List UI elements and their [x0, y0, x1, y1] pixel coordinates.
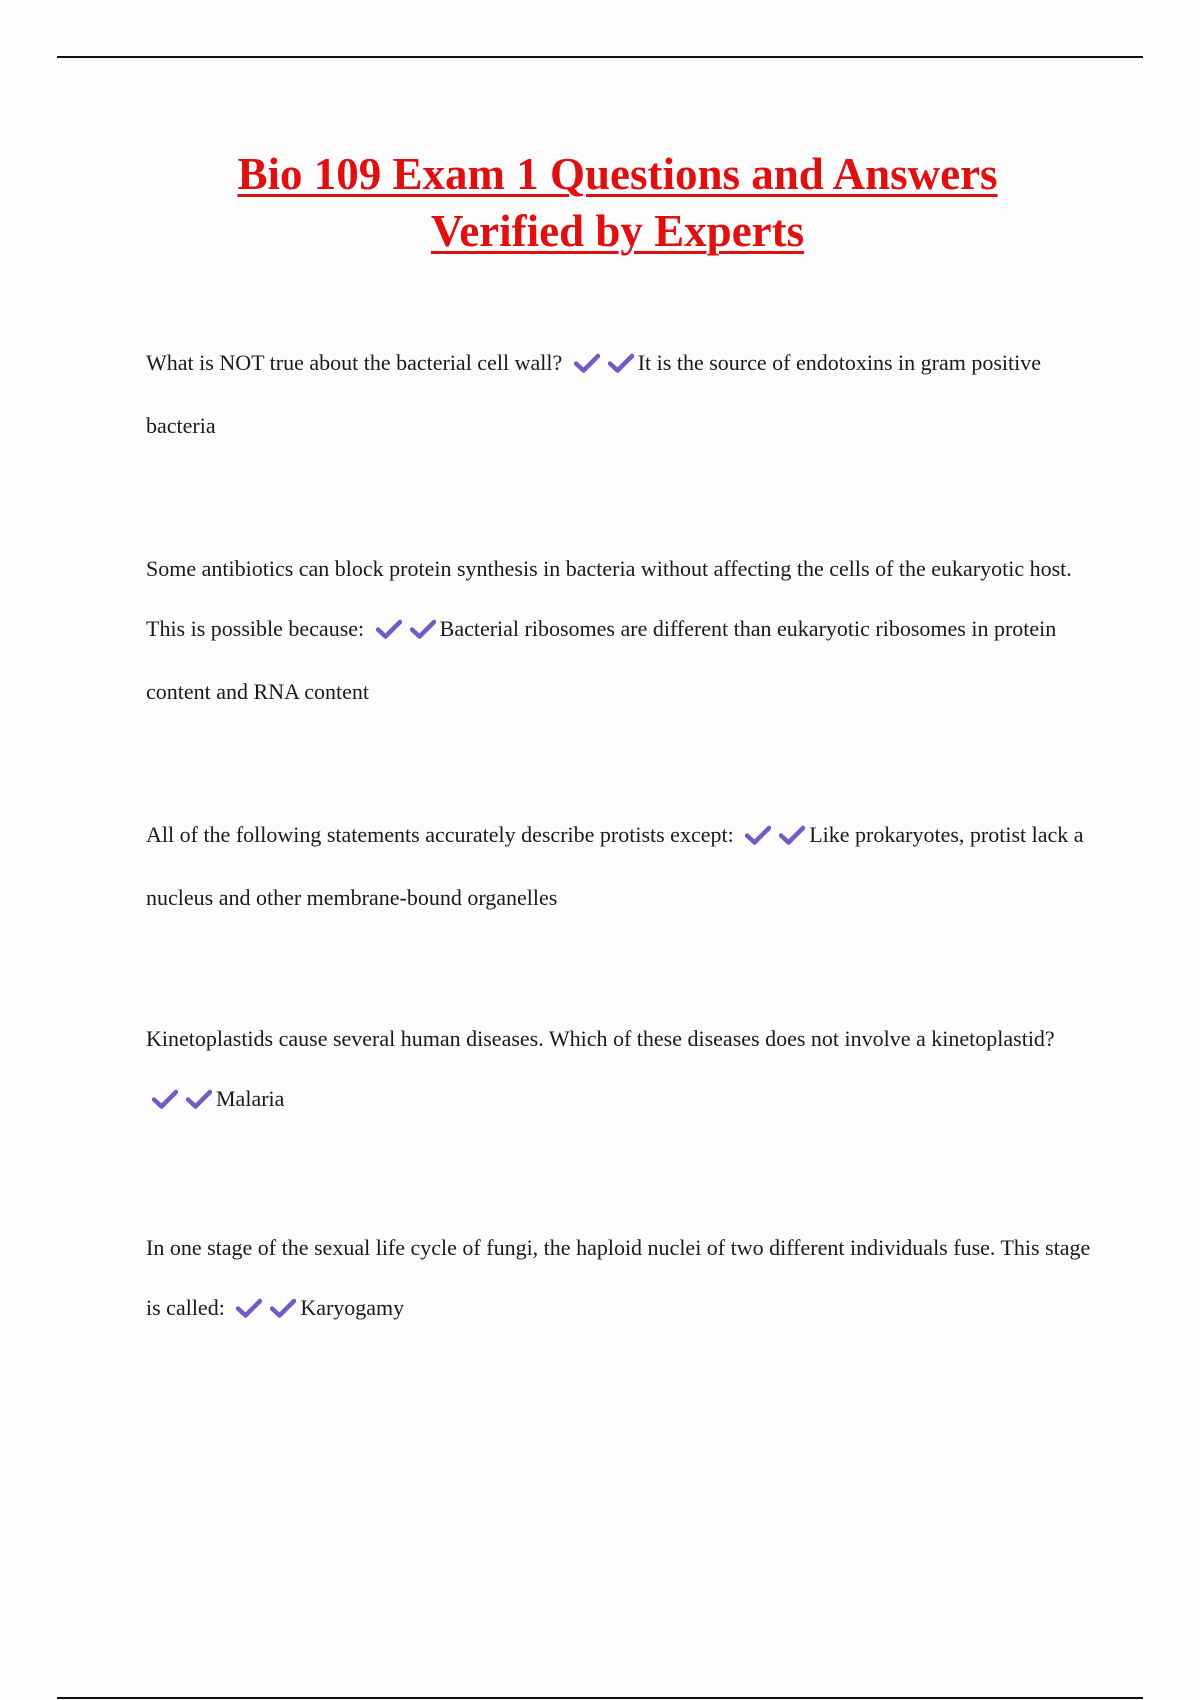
- answer-text: Malaria: [216, 1086, 285, 1111]
- check-icon: [152, 1089, 178, 1109]
- bottom-rule: [57, 1697, 1143, 1699]
- qa-item-2: [146, 539, 1106, 722]
- check-icon: [608, 353, 634, 373]
- answer-text: Bacterial ribosomes are different than eukaryotic ribosomes in protein content and RNA content: [146, 616, 1057, 704]
- question-text: What is NOT true about the bacterial cell wall?: [146, 350, 563, 375]
- title-line-1: Bio 109 Exam 1 Questions and Answers: [237, 149, 998, 199]
- check-icon: [376, 619, 402, 639]
- qa-item-5: [146, 1218, 1106, 1341]
- answer-text: Karyogamy: [300, 1295, 405, 1320]
- check-icon: [270, 1298, 296, 1318]
- qa-item-4: [146, 1009, 1106, 1132]
- qa-item-3: [146, 805, 1106, 928]
- check-icon: [779, 825, 805, 845]
- qa-item-1: [146, 333, 1106, 456]
- check-icon: [410, 619, 436, 639]
- question-text: In one stage of the sexual life cycle of fungi, the haploid nuclei of two different individuals fuse. This stage is called:: [146, 1235, 1091, 1320]
- question-text: Some antibiotics can block protein synthesis in bacteria without affecting the cells of the eukaryotic host. This is possible because:: [146, 556, 1072, 641]
- top-rule: [57, 56, 1143, 58]
- check-marks: [376, 602, 436, 662]
- check-marks: [236, 1281, 296, 1341]
- check-icon: [745, 825, 771, 845]
- answer-text: Like prokaryotes, protist lack a nucleus and other membrane-bound organelles: [146, 822, 1084, 910]
- check-icon: [574, 353, 600, 373]
- check-icon: [236, 1298, 262, 1318]
- check-marks: [574, 336, 634, 396]
- check-icon: [186, 1089, 212, 1109]
- check-marks: [152, 1072, 212, 1132]
- answer-text: It is the source of endotoxins in gram positive bacteria: [146, 350, 1041, 438]
- page-title: [0, 146, 1200, 260]
- check-marks: [745, 808, 805, 868]
- question-text: All of the following statements accurately describe protists except:: [146, 822, 734, 847]
- title-line-2: Verified by Experts: [430, 206, 805, 256]
- question-text: Kinetoplastids cause several human diseases. Which of these diseases does not involve a kinetoplastid?: [146, 1026, 1055, 1051]
